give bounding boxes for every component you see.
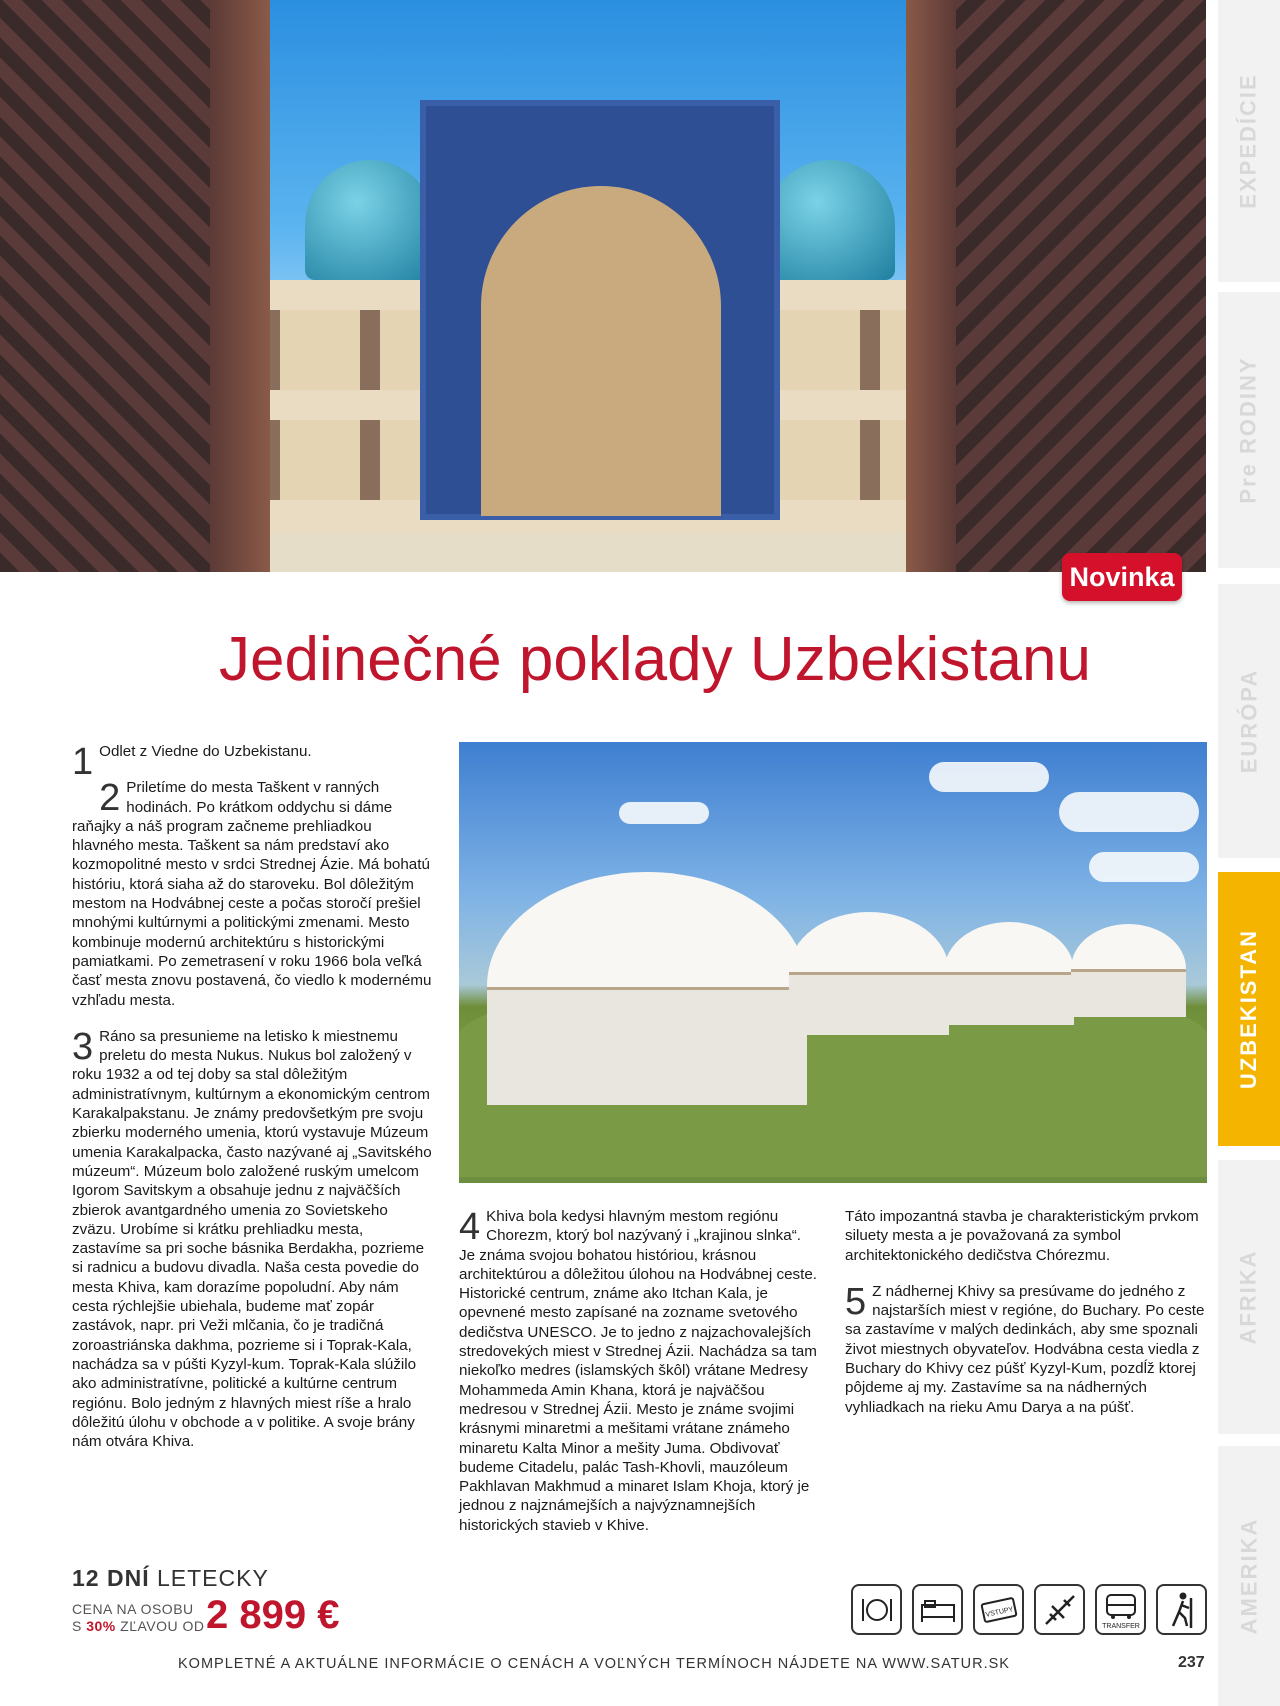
yurt-large <box>487 872 807 1102</box>
transfer-label: TRANSFER <box>1101 1622 1140 1630</box>
page-title: Jedinečné poklady Uzbekistanu <box>219 625 1091 694</box>
tab-uzbekistan[interactable]: UZBEKISTAN <box>1218 872 1280 1146</box>
price-label: CENA NA OSOBU S 30% ZĽAVOU OD <box>72 1601 205 1634</box>
day-4-continued: Táto impozantná stavba je charakteristickým prvkom siluety mesta a je považovaná za symbol architektonického dedičstva Chórezmu. <box>845 1208 1199 1264</box>
day-2: 2 Priletíme do mesta Taškent v ranných hodinách. Po krátkom oddychu si dáme raňajky a náš program začneme prehliadkou hlavného mesta. Taškent sa nám predstaví ako kozmopolitné mesto v srdci Strednej Ázie. Má bohatú históriu, ktorá siaha až do staroveku. Bol dôležitým mestom na Hodvábnej ceste a počas storočí prešiel mnohými kultúrnymi a politickými zmenami. Mesto kombinuje modernú architektúru s historickými pamiatkami. Po zemetrasení v roku 1966 bola veľká časť mesta znovu postavená, čo viedlo k modernému vzhľadu mesta. <box>72 777 432 1009</box>
page-number: 237 <box>1178 1654 1205 1671</box>
footer-info: KOMPLETNÉ A AKTUÁLNE INFORMÁCIE O CENÁCH A VOĽNÝCH TERMÍNOCH NÁJDETE NA WWW.SATUR.SK <box>178 1656 1010 1672</box>
itinerary-column-right <box>845 1207 1207 1434</box>
section-sidebar <box>1218 0 1280 1706</box>
tab-europa[interactable]: EURÓPA <box>1218 584 1280 858</box>
itinerary-column-middle <box>459 1207 821 1552</box>
day-1: 1 Odlet z Viedne do Uzbekistanu. <box>72 741 312 783</box>
yurt-camp-photo <box>459 742 1207 1183</box>
day-5: 5 Z nádhernej Khivy sa presúvame do jedného z najstarších miest v regióne, do Buchary. Po ceste sa zastavíme v malých dedinkách, aby sme spoznali život miestnych obyvateľov. Hodvábna cesta viedla z Buchary do Khivy cez púšť Kyzyl-Kum, pozdĺž ktorej pôjdeme aj my. Zastavíme sa na nádherných vyhliadkach na rieku Amu Darya a na púšť. <box>845 1280 1205 1416</box>
new-badge: Novinka <box>1062 553 1182 601</box>
tab-amerika[interactable]: AMERIKA <box>1218 1446 1280 1706</box>
flight-icon <box>1034 1584 1085 1635</box>
carved-door-right <box>906 0 1206 572</box>
hiking-icon <box>1156 1584 1207 1635</box>
bed-icon <box>912 1584 963 1635</box>
yurt-small <box>944 922 1074 1022</box>
tab-expedicie[interactable]: EXPEDÍCIE <box>1218 0 1280 282</box>
trip-length: 12 DNÍ LETECKY <box>72 1565 269 1591</box>
hero-photo-madrasa <box>0 0 1206 572</box>
transfer-bus-icon <box>1095 1584 1146 1635</box>
tickets-icon <box>973 1584 1024 1635</box>
tickets-label: VSTUPY <box>984 1605 1014 1619</box>
madrasa-portal <box>420 100 780 520</box>
price-value: 2 899 € <box>206 1593 340 1637</box>
yurt-medium <box>789 912 949 1032</box>
price-block <box>72 1565 340 1637</box>
day-4: 4 Khiva bola kedysi hlavným mestom regiónu Chorezm, ktorý bol nazývaný i „krajinou slnka“. Je známa svojou bohatou históriou, krásnou architektúrou a dôležitou úlohou na Hodvábnej ceste. Historické centrum, známe ako Itchan Kala, je opevnené mesto zapísané na zozname svetového dedičstva UNESCO. Je to jedno z najzachovalejších stredovekých miest v Strednej Ázii. Nachádza sa tam niekoľko medres (islamských škôl) vrátane Medresy Mohammeda Amin Khana, ktorá je najväčšou medresou v Strednej Ázii. Mesto je známe svojimi krásnymi minaretmi a mešitami vrátane známeho minaretu Kalta Minor a mešity Juma. Obdivovať budeme Citadelu, palác Tash-Khovli, mauzóleum Pakhlavan Makhmud a minaret Islam Khoja, ktorý je jednou z najznámejších a najvýznamnejších historických stavieb v Khive. <box>459 1206 817 1534</box>
tab-afrika[interactable]: AFRIKA <box>1218 1160 1280 1434</box>
day-3: 3 Ráno sa presunieme na letisko k miestnemu preletu do mesta Nukus. Nukus bol založený v roku 1932 a od tej doby sa stal dôležitým administratívnym, kultúrnym a ekonomickým centrom Karakalpakstanu. Je známy predovšetkým pre svoju zbierku moderného umenia, ktorú vystavuje Múzeum umenia Karakalpacka, často nazývané aj „Savitského múzeum“. Múzeum bolo založené ruským umelcom Igorom Savitskym a obsahuje jednu z najväčších zbierok avantgardného umenia zo Sovietskeho zväzu. Urobíme si krátku prehliadku mesta, zastavíme sa pri soche básnika Berdakha, pozrieme si radnicu a budovu divadla. Naša cesta povedie do mesta Khiva, kam dorazíme popoludní. Aby nám cesta rýchlejšie ubiehala, budeme mať zopár zastávok, napr. pri Veži mlčania, čo je tradičná zoroastriánska dakhma, pozrieme si i Toprak-Kala, nachádza sa v púšti Kyzyl-kum. Toprak-Kala slúžilo ako administratívne, politické a kultúrne centrum regiónu. Bolo jedným z hlavných miest ríše a hralo dôležitú úlohu v obchode a v politike. A svoje brány nám otvára Khiva. <box>72 1025 432 1451</box>
meals-icon <box>851 1584 902 1635</box>
itinerary-column-left <box>72 742 434 1468</box>
tab-pre-rodiny[interactable]: Pre RODINY <box>1218 292 1280 568</box>
yurt-smallest <box>1071 924 1186 1014</box>
carved-door-left <box>0 0 270 572</box>
included-services <box>851 1584 1207 1635</box>
left-dome <box>305 160 435 280</box>
right-dome <box>765 160 895 280</box>
